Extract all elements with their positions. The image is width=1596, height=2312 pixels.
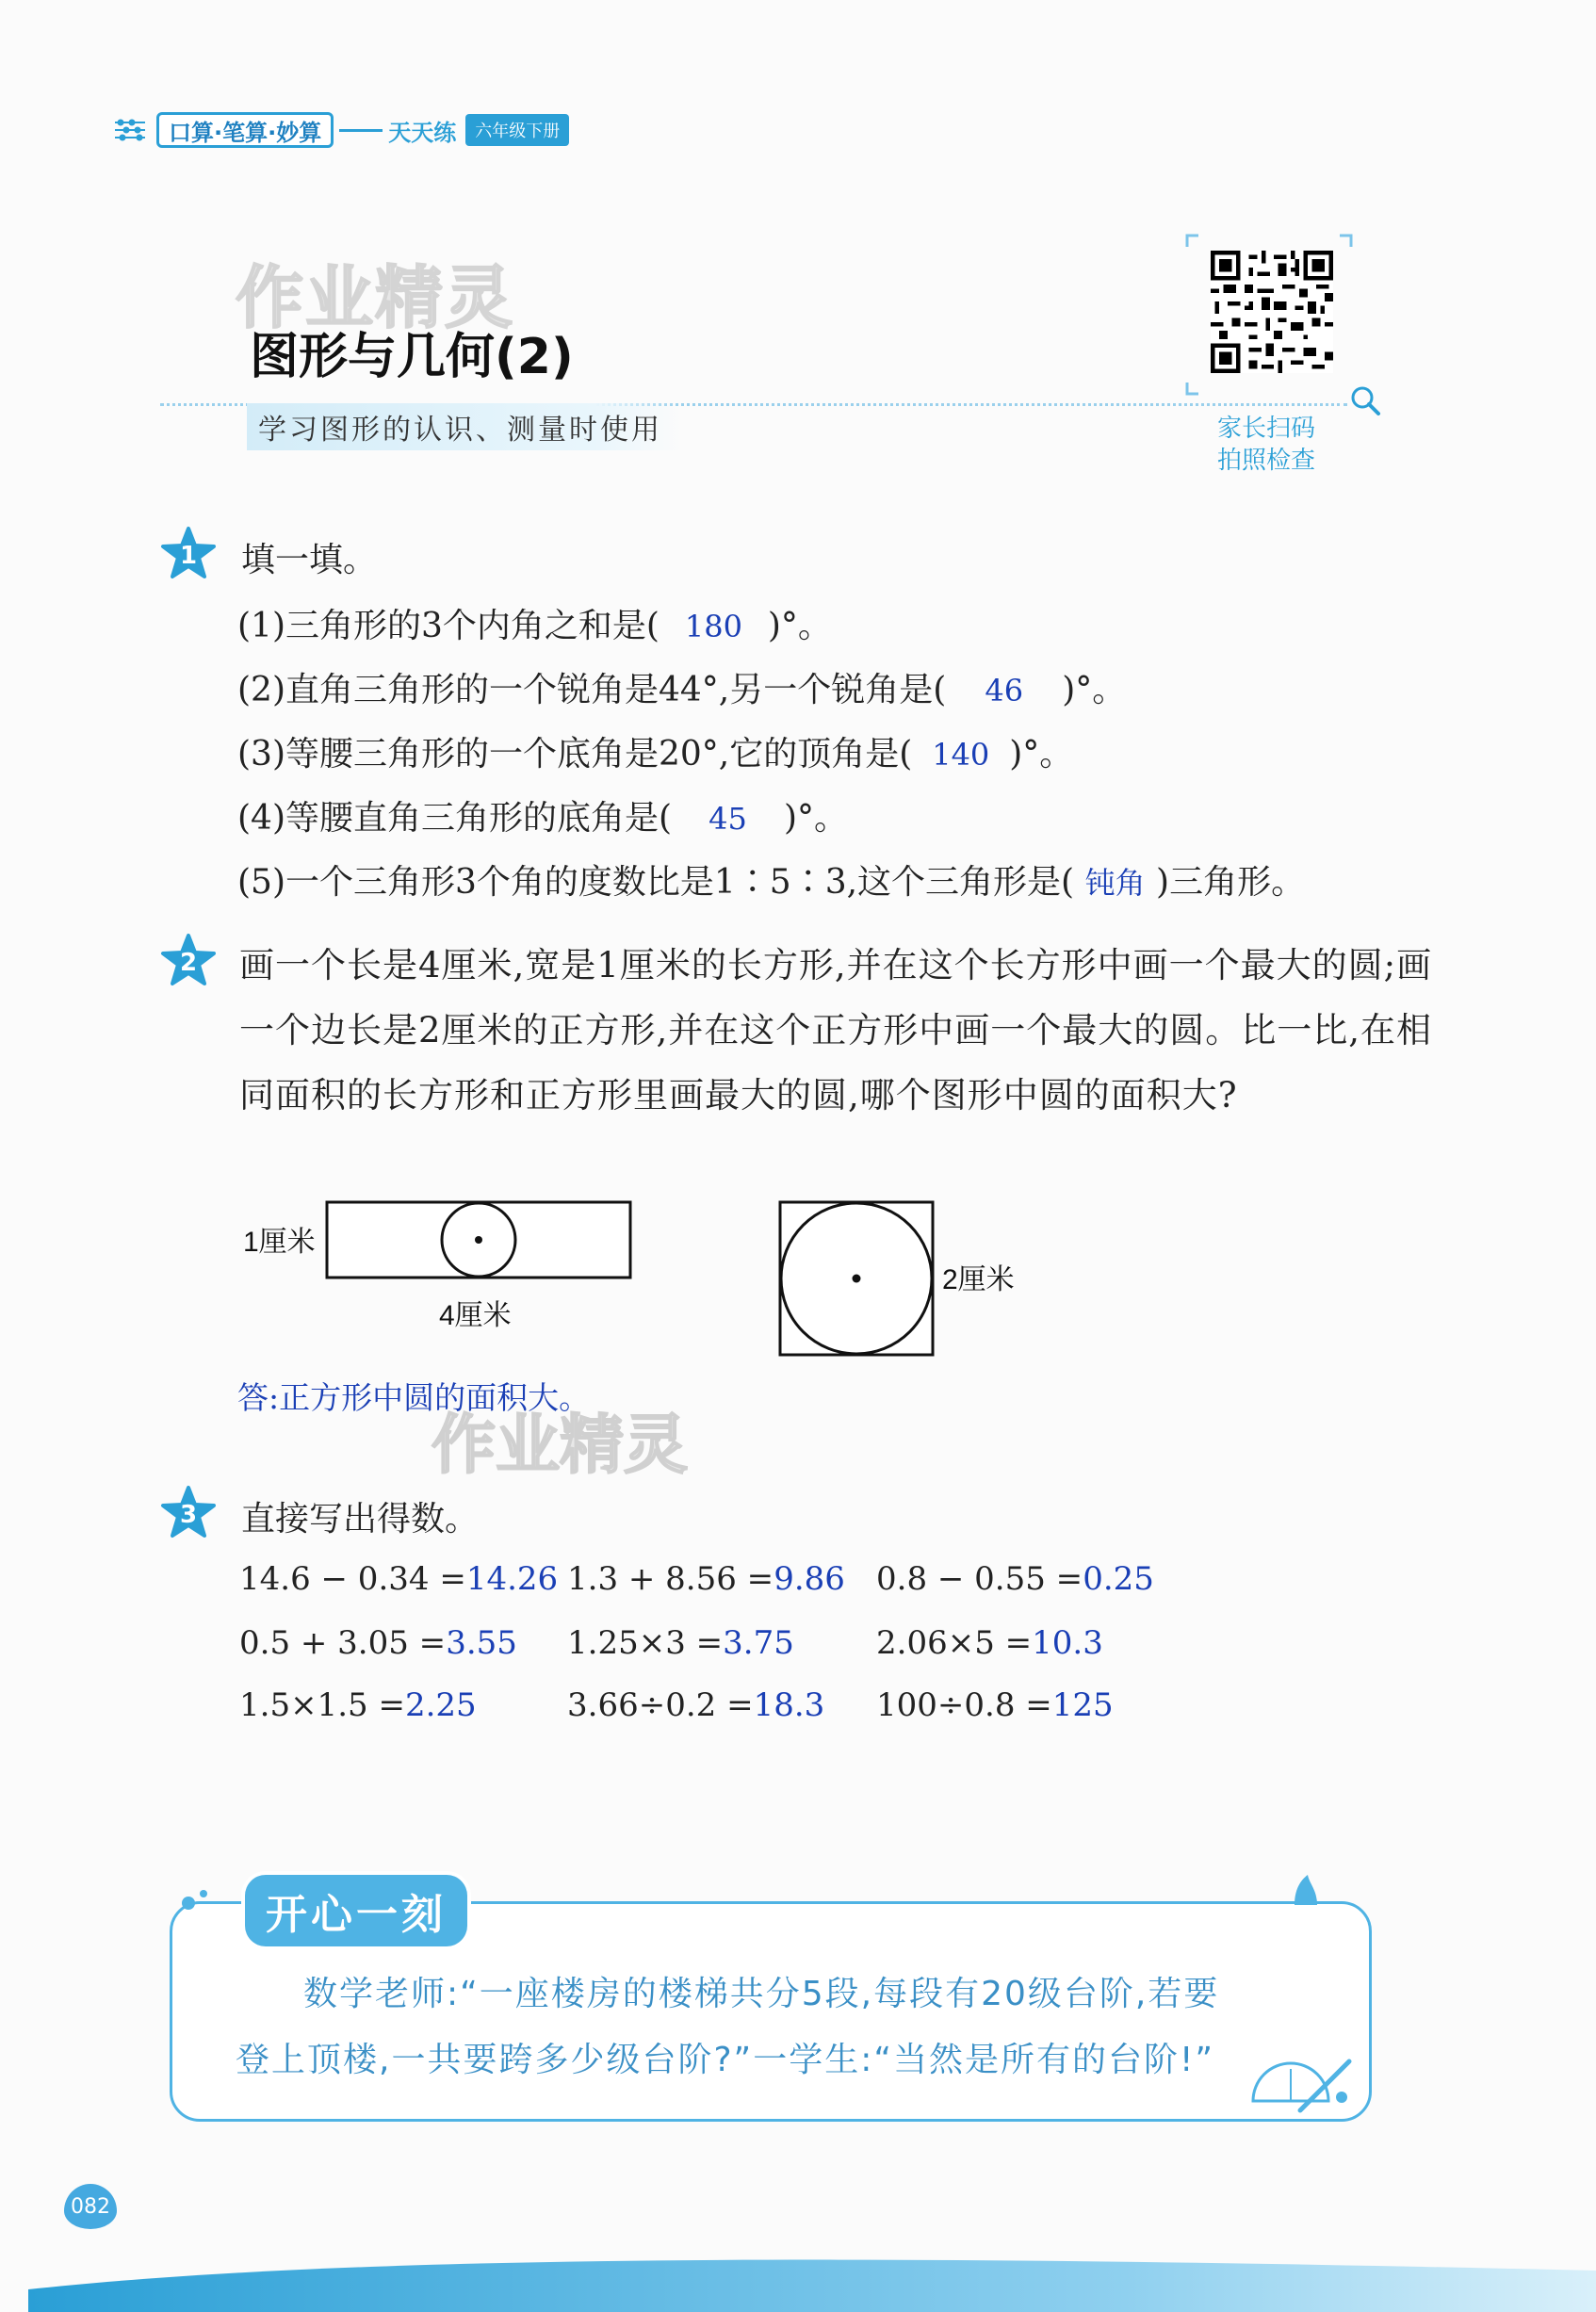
calc-expression: 0.5 + 3.05 = [239, 1624, 447, 1662]
handwritten-answer: 3.75 [723, 1624, 794, 1662]
protractor-icon [1244, 2044, 1357, 2120]
footer-wave [0, 2233, 1596, 2312]
calc-item [567, 1560, 845, 1598]
handwritten-answer: 钝角 [1084, 865, 1146, 901]
fill-blank-item [237, 663, 1126, 711]
handwritten-answer: 9.86 [774, 1560, 845, 1598]
calc-expression: 1.25×3 = [567, 1624, 724, 1662]
badge-number: 1 [179, 542, 198, 570]
handwritten-answer: 180 [684, 609, 742, 644]
handwritten-answer: 答:正方形中圆的面积大。 [237, 1379, 591, 1416]
handwritten-answer: 45 [708, 801, 747, 837]
qr-caption [1217, 413, 1315, 477]
circle-center-dot [475, 1236, 482, 1244]
search-icon [1349, 384, 1381, 416]
qr-caption-line: 家长扫码 [1217, 415, 1316, 443]
series-title: 口算·笔算·妙算 [156, 112, 334, 148]
question-text: 画一个长是4厘米,宽是1厘米的长方形,并在这个长方形中画一个最大的圆;画一个边长是2厘米的正方形,并在这个正方形中画一个最大的圆。比一比,在相同面积的长方形和正方形里画最大的圆,哪个图形中圆的面积大? [239, 945, 1433, 1115]
question-text: (3)等腰三角形的一个底角是20°,它的顶角是( [237, 735, 913, 773]
grade-badge: 六年级下册 [465, 114, 569, 146]
question-text: )°。 [1062, 671, 1127, 709]
star-number-badge [160, 526, 217, 582]
joke-line: 登上顶楼,一共要跨多少级台阶?”一学生:“当然是所有的台阶!” [236, 2041, 1215, 2079]
star-number-badge [160, 933, 217, 989]
circle-center-dot [853, 1275, 861, 1283]
question-text: (2)直角三角形的一个锐角是44°,另一个锐角是( [237, 671, 947, 709]
calc-item [876, 1624, 1103, 1662]
calc-item [567, 1686, 824, 1724]
question-text: )°。 [783, 799, 848, 838]
question-text: )°。 [1009, 735, 1074, 773]
calc-expression: 1.3 + 8.56 = [567, 1560, 774, 1598]
handwritten-answer: 2.25 [404, 1686, 477, 1724]
calc-item [239, 1624, 517, 1662]
joke-text [236, 1962, 1319, 2093]
page-title: 图形与几何(2) [250, 329, 574, 385]
joke-title-text: 开心一刻 [245, 1875, 467, 1946]
handwritten-answer: 3.55 [446, 1624, 517, 1662]
star-number-badge [160, 1485, 217, 1541]
handwritten-answer: 46 [985, 673, 1024, 708]
calc-item [567, 1624, 794, 1662]
divider [339, 129, 383, 132]
calc-expression: 0.8 − 0.55 = [876, 1560, 1083, 1598]
handwritten-answer: 0.25 [1083, 1560, 1154, 1598]
question-text: )三角形。 [1156, 863, 1306, 902]
watermark: 作业精灵 [236, 258, 515, 337]
calc-item [239, 1560, 558, 1598]
joke-line: 数学老师:“一座楼房的楼梯共分5段,每段有20级台阶,若要 [303, 1975, 1220, 2013]
question-text: (5)一个三角形3个角的度数比是1∶5∶3,这个三角形是( [237, 863, 1075, 902]
watermark: 作业精灵 [432, 1408, 689, 1483]
calc-expression: 1.5×1.5 = [239, 1686, 405, 1724]
calc-expression: 3.66÷0.2 = [567, 1686, 754, 1724]
qr-caption-line: 拍照检查 [1217, 447, 1316, 475]
lesson-subtitle: 学习图形的认识、测量时使用 [247, 403, 681, 450]
calc-expression: 14.6 − 0.34 = [239, 1560, 466, 1598]
question-text: )°。 [767, 607, 832, 645]
geometry-figure [236, 1178, 1046, 1366]
section-title: 直接写出得数。 [241, 1500, 480, 1539]
calc-item [876, 1560, 1154, 1598]
badge-number: 3 [179, 1501, 198, 1529]
dimension-label: 1厘米 [243, 1227, 316, 1258]
calc-item [239, 1686, 477, 1724]
page-number: 082 [64, 2184, 117, 2229]
handwritten-answer: 140 [932, 737, 990, 773]
section-title: 填一填。 [241, 541, 378, 579]
fill-blank-item [237, 599, 832, 647]
series-subtitle: 天天练 [388, 119, 457, 146]
badge-number: 2 [179, 949, 198, 977]
question-text: (1)三角形的3个内角之和是( [237, 607, 660, 645]
decoration-icon [179, 1884, 217, 1913]
handwritten-answer: 14.26 [465, 1560, 559, 1598]
handwritten-answer: 10.3 [1032, 1624, 1103, 1662]
dimension-label: 4厘米 [439, 1300, 512, 1331]
calc-expression: 100÷0.8 = [876, 1686, 1052, 1724]
question-text: (4)等腰直角三角形的底角是( [237, 799, 673, 838]
fill-blank-item [237, 855, 1305, 904]
handwritten-answer: 18.3 [753, 1686, 825, 1724]
abacus-icon [113, 117, 147, 143]
fill-blank-item [237, 791, 848, 839]
dimension-label: 2厘米 [942, 1264, 1015, 1295]
joke-title [245, 1875, 467, 1946]
fill-blank-item [237, 727, 1073, 775]
series-header [113, 111, 569, 149]
handwritten-answer: 125 [1051, 1686, 1114, 1724]
decoration-icon [1287, 1871, 1325, 1909]
calc-expression: 2.06×5 = [876, 1624, 1033, 1662]
qr-code-icon[interactable] [1211, 251, 1333, 373]
calc-item [876, 1686, 1114, 1724]
